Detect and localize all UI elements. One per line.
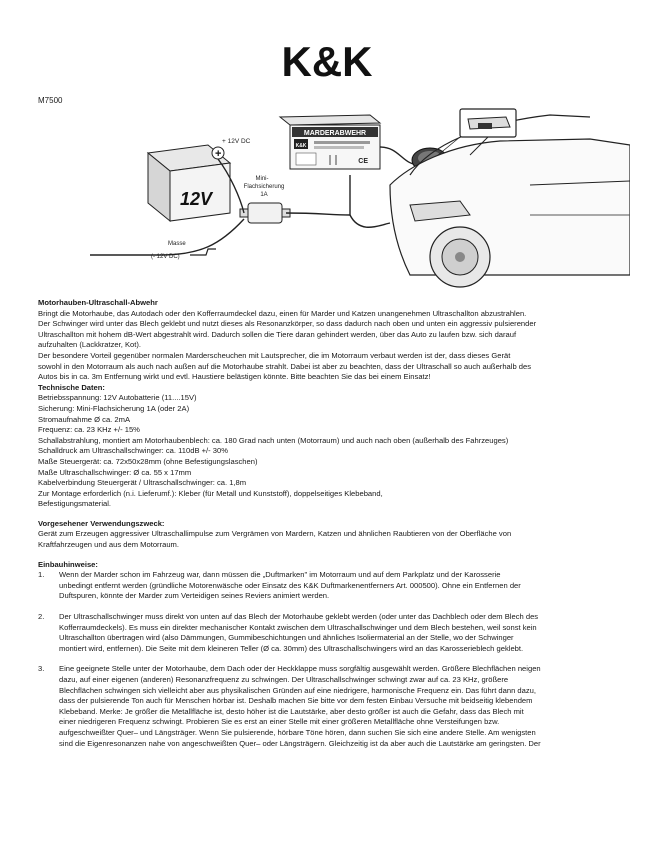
intro-line: Autos bis in ca. 3m Entfernung wirkt und evtl. Haustiere belästigen könnte. Bitte beachten Sie das bei einem Einsatz!	[38, 372, 431, 382]
tech-line: Schalldruck am Ultraschallschwinger: ca. 110dB +/- 30%	[38, 446, 228, 456]
install-line: dazu, auf einer eigenen (anderen) Resonanzfrequenz zu schwingen. Der Ultraschallschwinger schwingt zwar auf ca. 23 KHz, größere	[59, 675, 509, 684]
install-item	[38, 570, 624, 602]
device-brand: K&K	[295, 143, 307, 149]
install-line: montiert wird, entfernen). Die Seite mit dem kleineren Teller (Ø ca. 30mm) des Ultraschallschwingers wird an das Karosserieblech geklebt.	[59, 643, 524, 653]
fuse-illustration	[240, 203, 290, 223]
install-line: einer niedrigeren Frequenz schwingt. Probieren Sie es erst an einer Stelle mit einer größeren Metallfläche ohne Versteifungen bzw.	[59, 717, 500, 727]
install-item-number: 3.	[38, 664, 45, 674]
intro-line: sowohl in den Motorraum als auch nach außen auf die Motorhaube strahlt. Dabei ist aber zu beachten, dass der Ultraschall so auch außerhalb des	[38, 361, 532, 371]
fuse-label-3: 1A	[260, 192, 268, 198]
install-line: Kofferraumdeckels). Es muss ein direkter mechanischer Kontakt zwischen dem Ultraschallschwinger und dem Blech bestehen, weil sonst kein	[59, 622, 537, 632]
install-item	[38, 664, 624, 749]
intro-line: aufzuhalten (Lackkratzer, Kot).	[38, 340, 141, 350]
install-line: sind die Eigenresonanzen nahe von angeschweißten Quer– oder Längsträgern. Gleichzeitig ist da aber auch die Lautstärke am geringsten. Der	[59, 738, 541, 748]
control-unit-illustration	[280, 115, 380, 169]
tech-line: Befestigungsmaterial.	[38, 499, 112, 509]
tech-line: Frequenz: ca. 23 KHz +/- 15%	[38, 425, 140, 435]
tech-line: Maße Ultraschallschwinger: Ø ca. 55 x 17mm	[38, 467, 192, 477]
install-line: dass der pulsierende Ton auch für Menschen hörbar ist. Deshalb machen Sie bitte vor dem festen Einbau Versuche mit beidseitig klebendem	[59, 696, 533, 706]
model-number: M7500	[38, 96, 63, 105]
tech-line: Kabelverbindung Steuergerät / Ultraschallschwinger: ca. 1,8m	[38, 478, 247, 488]
svg-text:+: +	[215, 148, 222, 160]
intro-line: Der Schwinger wird unter das Blech geklebt und nutzt dieses als Resonanzkörper, so dass dadurch nach oben und unten ein aggressiv pulsierender	[38, 319, 537, 329]
use-line: Kraftfahrzeugen und aus dem Motorraum.	[38, 540, 179, 550]
install-line: Klebeband. Merke: Je größer die Metallfläche ist, desto höher ist die Lautstärke, aber desto größer ist auch die Gefahr, dass das Blech mit	[59, 706, 524, 716]
document-body	[38, 298, 624, 749]
tech-line: Maße Steuergerät: ca. 72x50x28mm (ohne Befestigungslaschen)	[38, 456, 258, 466]
tech-line: Betriebsspannung: 12V Autobatterie (11....15V)	[38, 393, 197, 403]
device-title: MARDERABWEHR	[303, 130, 367, 137]
car-illustration	[390, 115, 630, 287]
fuse-label-2: Flachsicherung	[243, 184, 285, 190]
install-line: Der Ultraschallschwinger muss direkt von unten auf das Blech der Motorhaube geklebt werden (oder unter das Dachblech oder dem Blech des	[59, 612, 539, 622]
ground-label-1: Masse	[168, 241, 186, 247]
intro-heading: Motorhauben-Ultraschall-Abwehr	[38, 298, 158, 307]
intro-line: Ultraschallton mit hohem dB-Wert abgestrahlt wird. Dadurch sollen die Tiere daran gehindert werden, über das Auto zu laufen bzw. sich darauf	[38, 329, 517, 339]
tech-heading: Technische Daten:	[38, 382, 105, 392]
install-line: Wenn der Marder schon im Fahrzeug war, dann müssen die „Duftmarken" im Motorraum und auf dem Parkplatz und der Karosserie	[59, 570, 501, 580]
intro-line: Der besondere Vorteil gegenüber normalen Marderscheuchen mit Lautsprecher, die im Motorraum verbaut werden ist der, dass dieses Gerät	[38, 350, 511, 360]
battery-label: 12V	[180, 189, 213, 209]
intro-line: Bringt die Motorhaube, das Autodach oder den Kofferraumdeckel dazu, einen für Marder und Katzen unangenehmen Ultraschallton abzustrahlen.	[38, 308, 527, 318]
ce-mark: CE	[358, 158, 368, 165]
battery-plus-label: + 12V DC	[222, 138, 251, 145]
tech-line: Zur Montage erforderlich (n.i. Lieferumf.): Kleber (für Metall und Kunststoff), doppelseitiges Klebeband,	[38, 488, 383, 498]
install-item	[38, 612, 624, 654]
install-item-number: 2.	[38, 612, 45, 622]
install-heading: Einbauhinweise:	[38, 559, 98, 569]
install-line: unbedingt entfernt werden (gründliche Motorenwäsche oder Einsatz des K&K Duftmarkenentferners Art. 000500). Ohne ein Entfernen der	[59, 580, 521, 590]
install-line: Blechflächen schwingen sich vielleicht aber aus physikalischen Gründen auf eine niedrigere, harmonische Frequenz ein. Das führt dann dazu,	[59, 685, 536, 695]
tech-line: Schallabstrahlung, montiert am Motorhaubenblech: ca. 180 Grad nach unten (Motorraum) und auch nach oben (außerhalb des Fahrzeuges)	[38, 435, 509, 445]
wiring-diagram	[30, 105, 630, 295]
use-heading: Vorgesehener Verwendungszweck:	[38, 518, 165, 528]
install-line: Eine geeignete Stelle unter der Motorhaube, dem Dach oder der Heckklappe muss sorgfältig ausgewählt werden. Größere Blechflächen neigen	[59, 664, 541, 674]
install-item-number: 1.	[38, 570, 45, 580]
logo-text: K&K	[281, 38, 373, 82]
install-line: Duftspuren, könnte der Marder zum Verteidigen seines Reviers animiert werden.	[59, 591, 330, 601]
install-line: aufgeschweißter Quer– und Längsträger. Wenn Sie pulsierende, hörbare Töne hören, dann suchen Sie sich eine andere Stelle. Am wenigsten	[59, 727, 536, 737]
battery-illustration	[148, 145, 230, 221]
tech-line: Stromaufnahme Ø ca. 2mA	[38, 414, 131, 424]
install-line: Ultraschallton übertragen wird (also Dämmungen, Gummibeschichtungen und ähnliches Isoliermaterial an der Stelle, wo der Schwinger	[59, 633, 514, 643]
fuse-label-1: Mini-	[255, 176, 269, 182]
brand-logo	[281, 38, 373, 82]
use-line: Gerät zum Erzeugen aggressiver Ultraschallimpulse zum Vergrämen von Mardern, Katzen und ähnlichen Raubtieren von der Oberfläche von	[38, 529, 512, 539]
tech-line: Sicherung: Mini-Flachsicherung 1A (oder 2A)	[38, 403, 190, 413]
install-list	[38, 570, 624, 749]
ground-label-2: (- 12V DC)	[151, 254, 180, 260]
